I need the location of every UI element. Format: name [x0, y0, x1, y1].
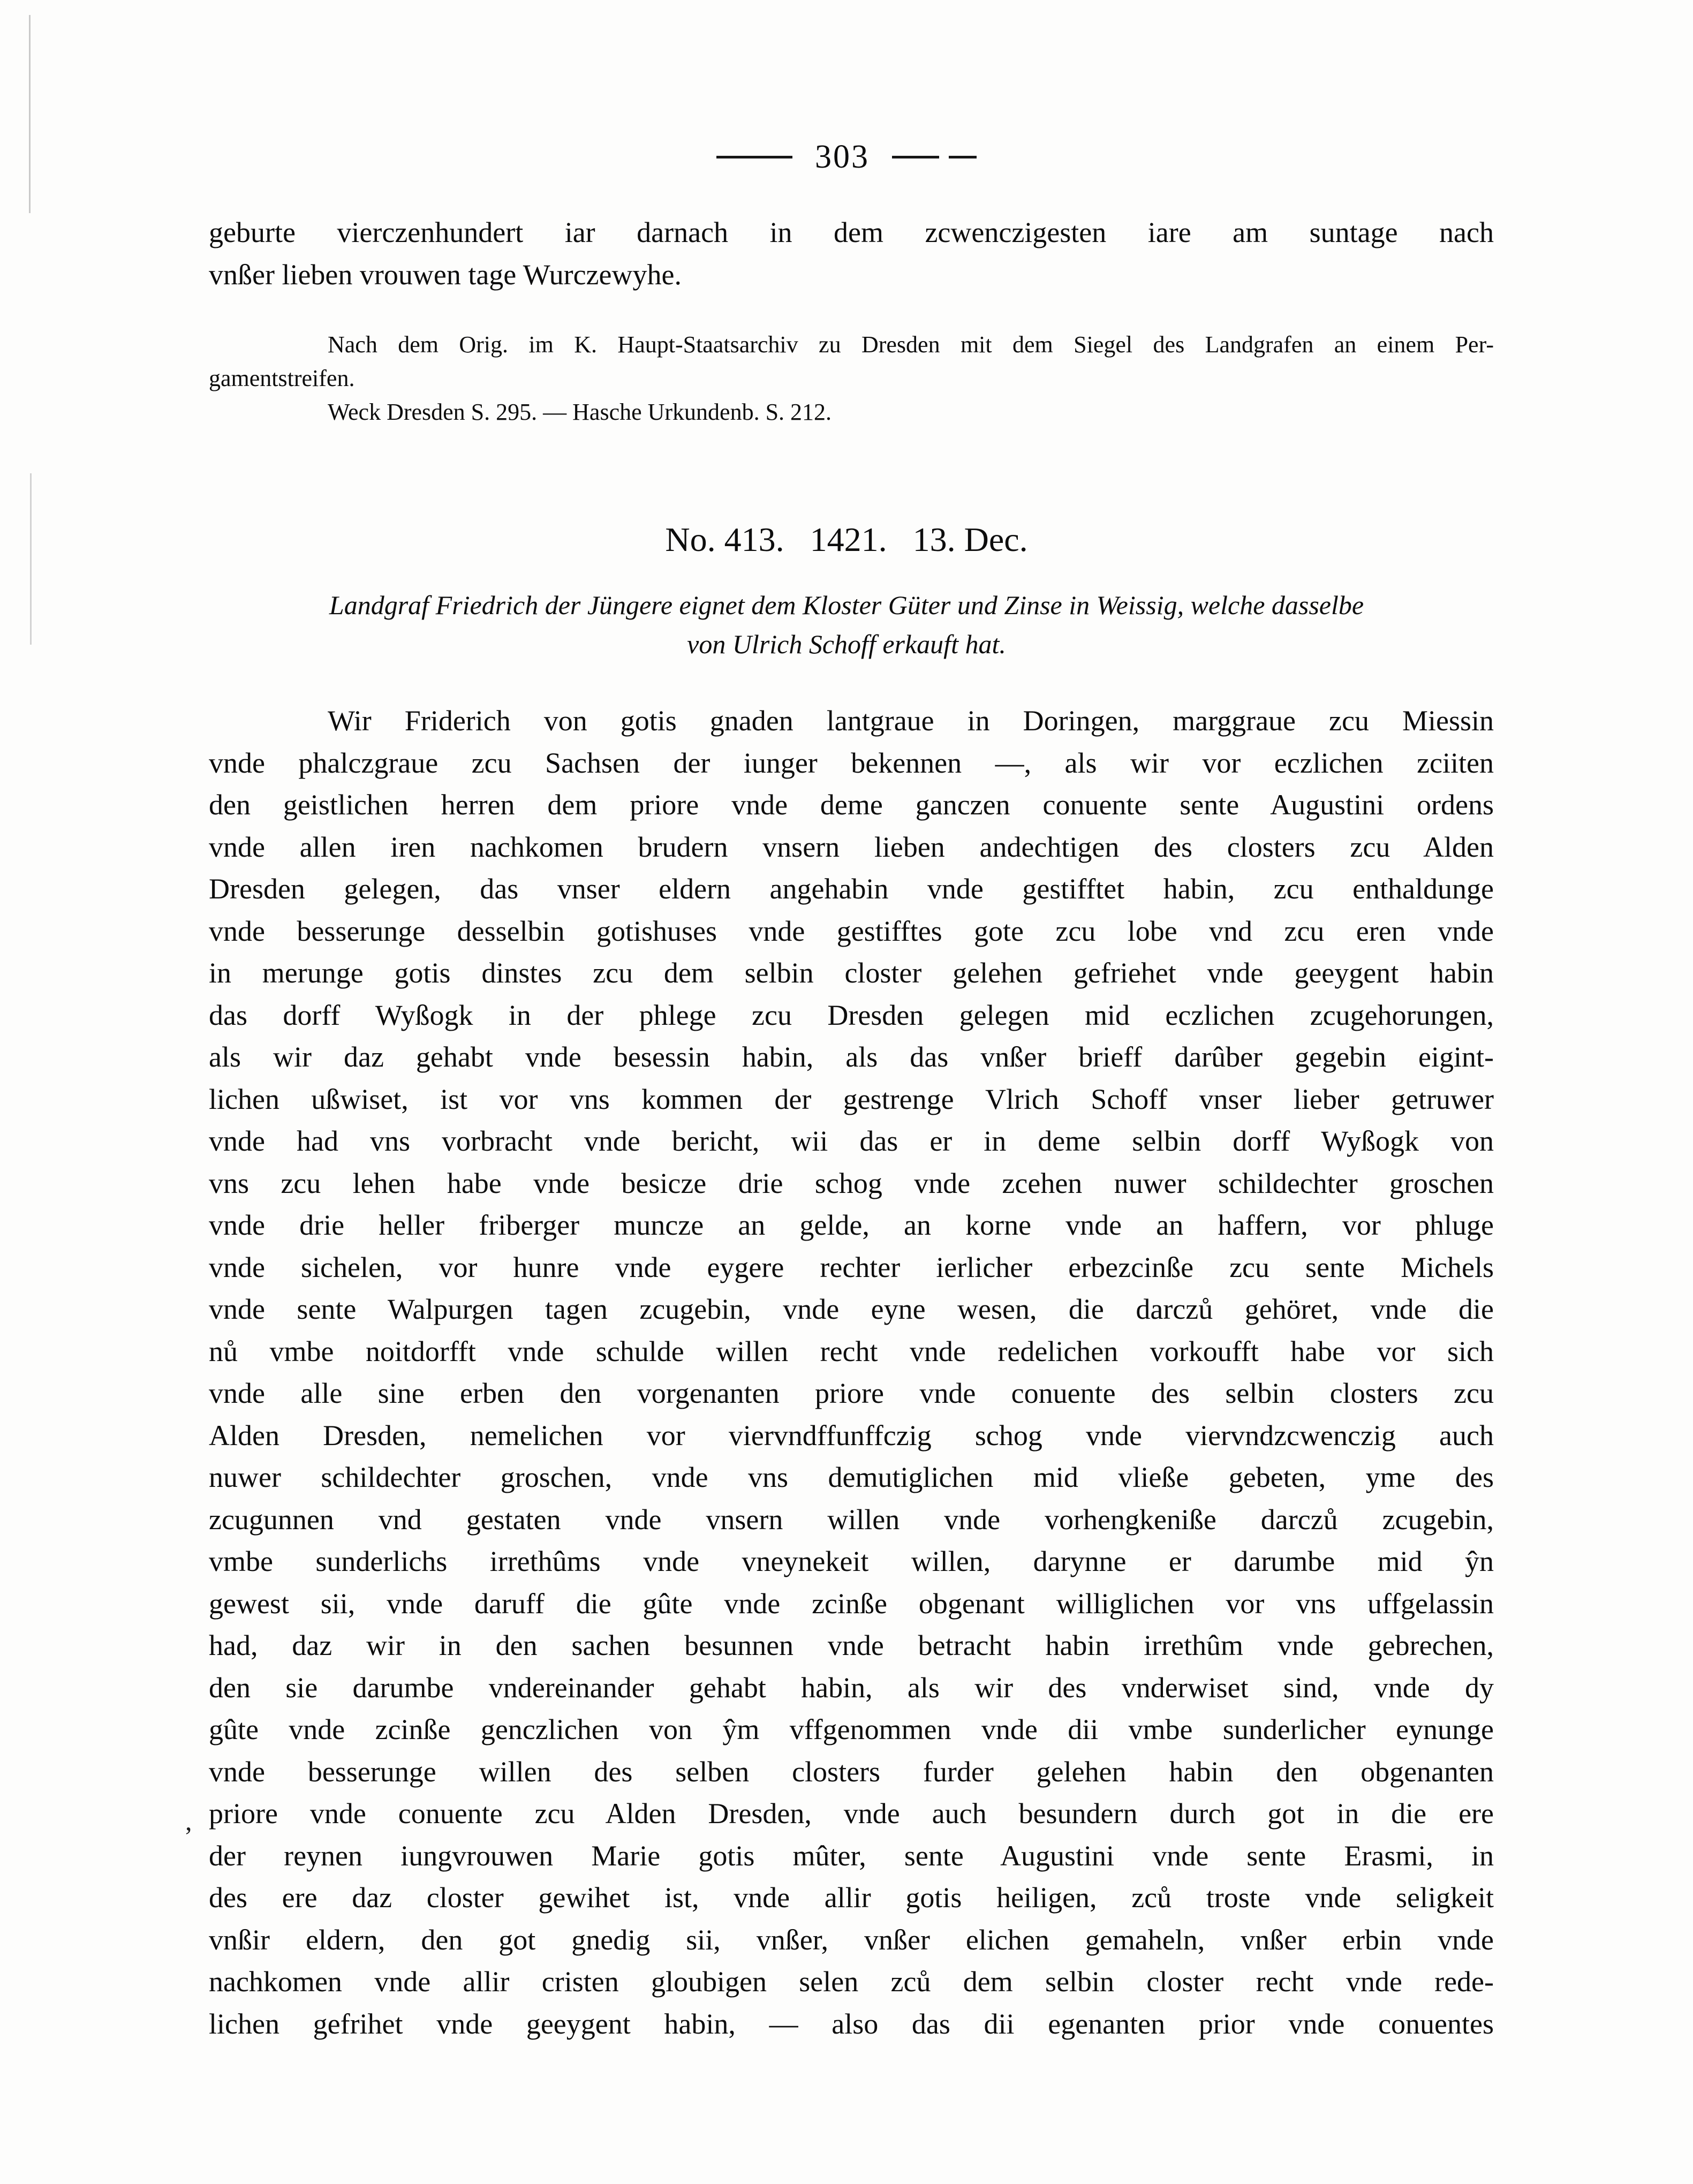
text-line: nachkomen vnde allir cristen gloubigen selen zců dem selbin closter recht vnde rede- — [209, 1966, 1494, 1998]
text-line: priore vnde conuente zcu Alden Dresden, vnde auch besundern durch got in die ere — [209, 1797, 1494, 1830]
text-line: gewest sii, vnde daruff die gûte vnde zcinße obgenant williglichen vor vns uffgelassin — [209, 1587, 1494, 1620]
scan-edge-artifact — [29, 15, 31, 213]
text-line: vnde besserunge desselbin gotishuses vnde gestifftes gote zcu lobe vnd zcu eren vnde — [209, 915, 1494, 947]
text-line: vns zcu lehen habe vnde besicze drie schog vnde zcehen nuwer schildechter groschen — [209, 1167, 1494, 1199]
text-line: Alden Dresden, nemelichen vor viervndffunffczig schog vnde viervndzcwenczig auch — [209, 1419, 1494, 1452]
source-note — [209, 328, 1494, 429]
text-line: nů vmbe noitdorfft vnde schulde willen recht vnde redelichen vorkoufft habe vor sich — [209, 1335, 1494, 1367]
summary-line: von Ulrich Schoff erkauft hat. — [687, 629, 1006, 659]
entry-date: 13. Dec. — [912, 520, 1028, 558]
note-line: Weck Dresden S. 295. — Hasche Urkundenb. S. 212. — [328, 399, 832, 425]
text-line: den geistlichen herren dem priore vnde deme ganczen conuente sente Augustini ordens — [209, 789, 1494, 821]
summary-line: Landgraf Friedrich der Jüngere eignet dem Kloster Güter und Zinse in Weissig, welche dasselbe — [329, 590, 1364, 620]
text-line: zcugunnen vnd gestaten vnde vnsern willen vnde vorhengkeniße darczů zcugebin, — [209, 1503, 1494, 1536]
entry-number: No. 413. — [665, 520, 784, 558]
text-line: das dorff Wyßogk in der phlege zcu Dresden gelegen mid eczlichen zcugehorungen, — [209, 999, 1494, 1031]
header-rule-right — [892, 156, 939, 158]
note-line: Nach dem Orig. im K. Haupt-Staatsarchiv zu Dresden mit dem Siegel des Landgrafen an einem Per- — [328, 331, 1494, 358]
entry-heading — [0, 520, 1693, 559]
text-line: vnde phalczgraue zcu Sachsen der iunger bekennen —, als wir vor eczlichen zciiten — [209, 746, 1494, 779]
text-line: vnde besserunge willen des selben closters furder gelehen habin den obgenanten — [209, 1755, 1494, 1788]
text-line: Wir Friderich von gotis gnaden lantgraue in Doringen, marggraue zcu Miessin — [328, 705, 1494, 737]
text-line: vnde sente Walpurgen tagen zcugebin, vnde eyne wesen, die darczů gehöret, vnde die — [209, 1293, 1494, 1325]
entry-summary — [0, 586, 1693, 664]
text-line: gûte vnde zcinße genczlichen von ŷm vffgenommen vnde dii vmbe sunderlicher eynunge — [209, 1713, 1494, 1745]
text-line: nuwer schildechter groschen, vnde vns demutiglichen mid vließe gebeten, yme des — [209, 1461, 1494, 1493]
text-line: in merunge gotis dinstes zcu dem selbin closter gelehen gefriehet vnde geeygent habin — [209, 957, 1494, 989]
text-line: vnde alle sine erben den vorgenanten priore vnde conuente des selbin closters zcu — [209, 1377, 1494, 1409]
charter-body — [209, 700, 1494, 2045]
text-line: lichen gefrihet vnde geeygent habin, — also das dii egenanten prior vnde conuentes — [209, 2007, 1494, 2040]
text-line: des ere daz closter gewihet ist, vnde allir gotis heiligen, zců troste vnde seligkeit — [209, 1881, 1494, 1914]
text-line: geburte vierczenhundert iar darnach in dem zcwenczigesten iare am suntage nach — [209, 216, 1494, 248]
text-line: vnde drie heller friberger muncze an gelde, an korne vnde an haffern, vor phluge — [209, 1209, 1494, 1241]
fragment-paragraph — [209, 211, 1494, 296]
scan-speck-artifact: , — [185, 1806, 192, 1836]
text-line: lichen ußwiset, ist vor vns kommen der gestrenge Vlrich Schoff vnser lieber getruwer — [209, 1083, 1494, 1115]
header-rule-right-short — [949, 156, 977, 158]
header-rule-left — [716, 156, 792, 158]
page-number: 303 — [815, 139, 870, 175]
text-line: vnßir eldern, den got gnedig sii, vnßer, vnßer elichen gemaheln, vnßer erbin vnde — [209, 1923, 1494, 1956]
text-line: der reynen iungvrouwen Marie gotis mûter, sente Augustini vnde sente Erasmi, in — [209, 1839, 1494, 1872]
text-line: vnde sichelen, vor hunre vnde eygere rechter ierlicher erbezcinße zcu sente Michels — [209, 1251, 1494, 1283]
text-line: vnde had vns vorbracht vnde bericht, wii das er in deme selbin dorff Wyßogk von — [209, 1125, 1494, 1157]
entry-year: 1421. — [810, 520, 887, 558]
text-line: had, daz wir in den sachen besunnen vnde betracht habin irrethûm vnde gebrechen, — [209, 1629, 1494, 1661]
text-line: vnde allen iren nachkomen brudern vnsern lieben andechtigen des closters zcu Alden — [209, 830, 1494, 863]
text-line: vmbe sunderlichs irrethûms vnde vneynekeit willen, darynne er darumbe mid ŷn — [209, 1545, 1494, 1577]
page-header — [0, 140, 1693, 173]
text-line: vnßer lieben vrouwen tage Wurczewyhe. — [209, 258, 682, 291]
text-line: den sie darumbe vndereinander gehabt habin, als wir des vnderwiset sind, vnde dy — [209, 1671, 1494, 1704]
note-line: gamentstreifen. — [209, 365, 355, 391]
text-line: als wir daz gehabt vnde besessin habin, als das vnßer brieff darûber gegebin eigint- — [209, 1041, 1494, 1073]
text-line: Dresden gelegen, das vnser eldern angehabin vnde gestifftet habin, zcu enthaldunge — [209, 873, 1494, 905]
